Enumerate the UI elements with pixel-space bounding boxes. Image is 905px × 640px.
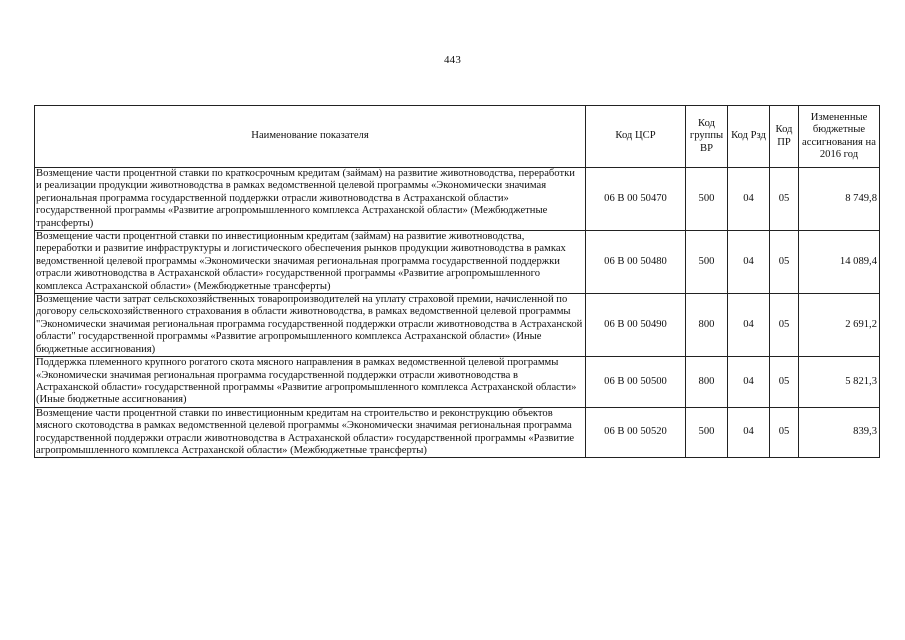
table-row (35, 168, 880, 231)
row-vr-code: 500 (686, 407, 728, 458)
header-amount: Измененные бюджетные ассигнования на 2016 год (799, 106, 880, 168)
row-indicator-name: Возмещение части процентной ставки по инвестиционным кредитам на строительство и реконструкцию объектов мясного скотоводства в рамках ведомственной целевой программы «Экономически значимая региональная программа государственной поддержки отрасли животноводства в Астраханской области» государственной программы «Развитие агропромышленного комплекса Астраханской области» (Межбюджетные трансферты) (35, 407, 586, 458)
row-pr-code: 05 (770, 357, 799, 408)
row-pr-code: 05 (770, 294, 799, 357)
header-indicator-name: Наименование показателя (35, 106, 586, 168)
row-amount: 2 691,2 (799, 294, 880, 357)
header-pr-code: Код ПР (770, 106, 799, 168)
row-csr-code: 06 В 00 50490 (586, 294, 686, 357)
row-vr-code: 800 (686, 357, 728, 408)
row-csr-code: 06 В 00 50480 (586, 231, 686, 294)
row-csr-code: 06 В 00 50520 (586, 407, 686, 458)
row-vr-code: 500 (686, 168, 728, 231)
row-pr-code: 05 (770, 168, 799, 231)
row-amount: 8 749,8 (799, 168, 880, 231)
row-indicator-name: Возмещение части процентной ставки по инвестиционным кредитам (займам) на развитие животноводства, переработки и развитие инфраструктуры и логистического обеспечения рынков продукции животноводства в рамках ведомственной целевой программы «Экономически значимая региональная программа государственной поддержки отрасли животноводства в Астраханской области» государственной программы «Развитие агропромышленного комплекса Астраханской области» (Межбюджетные трансферты) (35, 231, 586, 294)
header-csr-code: Код ЦСР (586, 106, 686, 168)
header-rzd-code: Код Рзд (728, 106, 770, 168)
row-indicator-name: Возмещение части затрат сельскохозяйственных товаропроизводителей на уплату страховой премии, начисленной по договору сельскохозяйственного страхования в области животноводства, в рамках ведомственной целевой программы "Экономически значимая региональная программа государственной поддержки отрасли животноводства в Астраханской области" государственной программы «Развитие агропромышленного комплекса Астраханской области» (Иные бюджетные ассигнования) (35, 294, 586, 357)
table-row (35, 294, 880, 357)
row-amount: 839,3 (799, 407, 880, 458)
row-csr-code: 06 В 00 50500 (586, 357, 686, 408)
table-row (35, 231, 880, 294)
row-indicator-name: Поддержка племенного крупного рогатого скота мясного направления в рамках ведомственной целевой программы «Экономически значимая региональная программа государственной поддержки отрасли животноводства в Астраханской области» государственной программы «Развитие агропромышленного комплекса Астраханской области» (Иные бюджетные ассигнования) (35, 357, 586, 408)
budget-allocation-table (34, 105, 880, 458)
row-pr-code: 05 (770, 407, 799, 458)
row-pr-code: 05 (770, 231, 799, 294)
row-amount: 14 089,4 (799, 231, 880, 294)
table-header-row (35, 106, 880, 168)
row-indicator-name: Возмещение части процентной ставки по краткосрочным кредитам (займам) на развитие животноводства, переработки и реализации продукции животноводства в рамках ведомственной целевой программы «Экономически значимая региональная программа государственной поддержки отрасли животноводства в Астраханской области» государственной программы «Развитие агропромышленного комплекса Астраханской области» (Межбюджетные трансферты) (35, 168, 586, 231)
row-amount: 5 821,3 (799, 357, 880, 408)
row-rzd-code: 04 (728, 231, 770, 294)
row-vr-code: 800 (686, 294, 728, 357)
page-number: 443 (443, 54, 462, 66)
row-rzd-code: 04 (728, 407, 770, 458)
row-rzd-code: 04 (728, 294, 770, 357)
table-row (35, 357, 880, 408)
row-rzd-code: 04 (728, 357, 770, 408)
row-vr-code: 500 (686, 231, 728, 294)
header-vr-code: Код группы ВР (686, 106, 728, 168)
row-rzd-code: 04 (728, 168, 770, 231)
row-csr-code: 06 В 00 50470 (586, 168, 686, 231)
table-row (35, 407, 880, 458)
